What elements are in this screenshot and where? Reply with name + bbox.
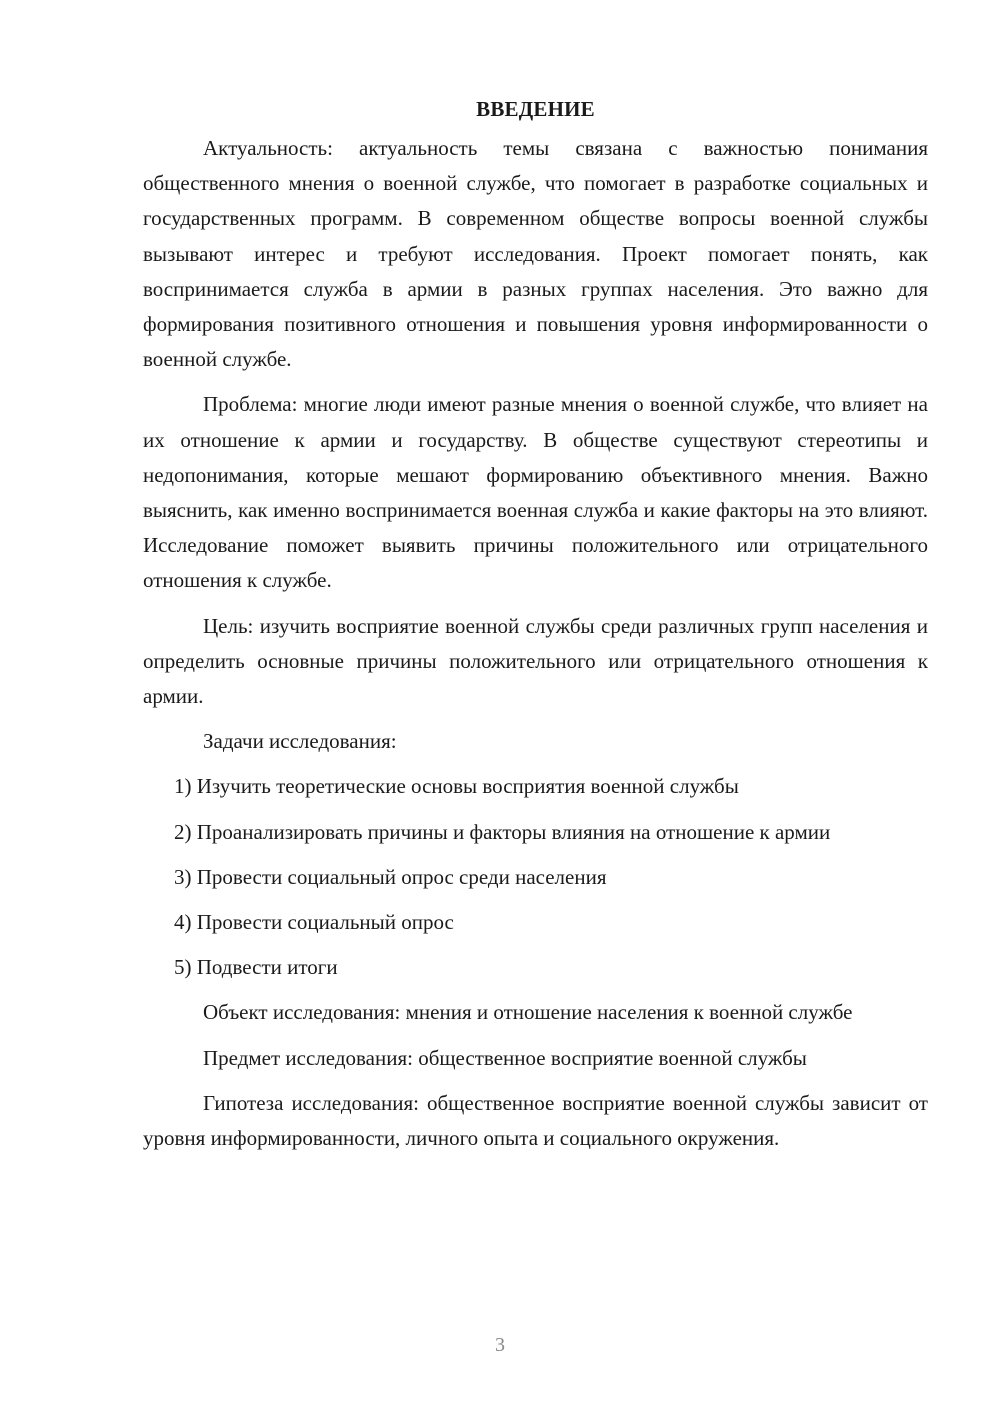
page-number: 3 — [495, 1334, 505, 1356]
problem-paragraph: Проблема: многие люди имеют разные мнения о военной службе, что влияет на их отношение к армии и государству. В обществе существуют стереотипы и недопонимания, которые мешают формированию объективного мнения. Важно выяснить, как именно воспринимается военная служба и какие факторы на это влияют. Исследование поможет выявить причины положительного или отрицательного отношения к службе. — [143, 392, 928, 593]
task-item-5: 5) Подвести итоги — [174, 955, 338, 980]
relevance-paragraph: Актуальность: актуальность темы связана с важностью понимания общественного мнения о военной службе, что помогает в разработке социальных и государственных программ. В современном обществе вопросы военной службы вызывают интерес и требуют исследования. Проект помогает понять, как воспринимается служба в армии в разных группах населения. Это важно для формирования позитивного отношения и повышения уровня информированности о военной службе. — [143, 136, 928, 372]
tasks-heading: Задачи исследования: — [203, 729, 397, 754]
hypothesis-paragraph: Гипотеза исследования: общественное восприятие военной службы зависит от уровня информированности, личного опыта и социального окружения. — [143, 1090, 928, 1151]
goal-paragraph: Цель: изучить восприятие военной службы среди различных групп населения и определить основные причины положительного или отрицательного отношения к армии. — [143, 613, 928, 709]
subject-paragraph: Предмет исследования: общественное восприятие военной службы — [203, 1045, 807, 1070]
task-item-3: 3) Провести социальный опрос среди населения — [174, 864, 607, 889]
task-item-1: 1) Изучить теоретические основы восприятия военной службы — [174, 774, 739, 799]
document-page — [143, 92, 928, 1166]
object-paragraph: Объект исследования: мнения и отношение населения к военной службе — [203, 1000, 853, 1025]
task-item-2: 2) Проанализировать причины и факторы влияния на отношение к армии — [174, 819, 831, 844]
section-title: ВВЕДЕНИЕ — [476, 97, 595, 121]
task-item-4: 4) Провести социальный опрос — [174, 910, 454, 935]
